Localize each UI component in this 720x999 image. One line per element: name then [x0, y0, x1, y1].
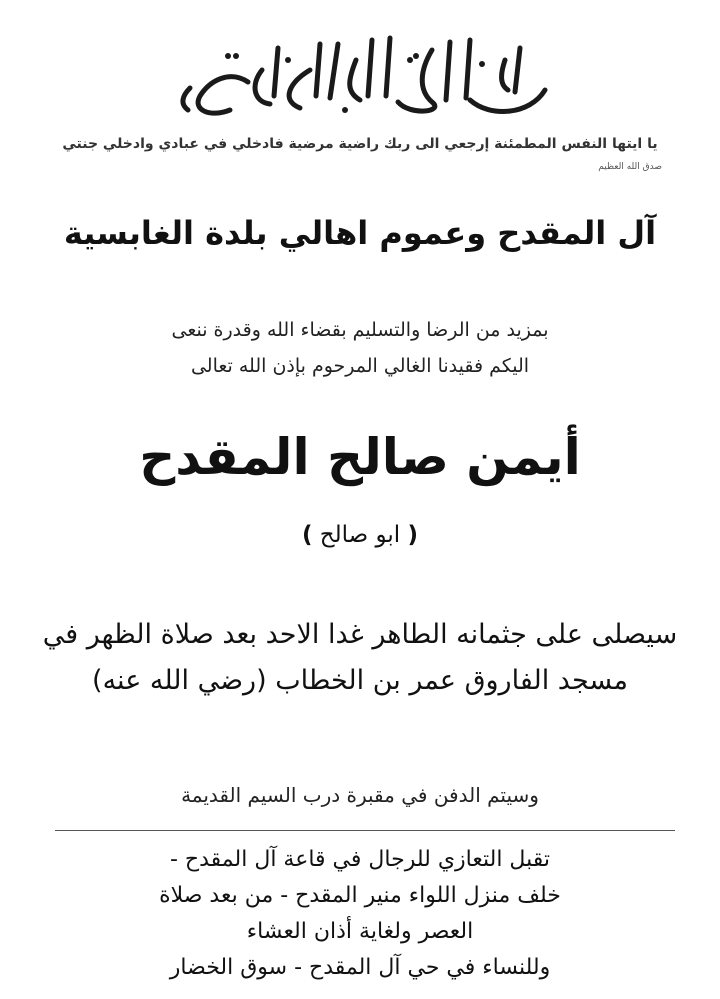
deceased-name: أيمن صالح المقدح	[139, 428, 581, 486]
calligraphy-header	[170, 30, 560, 125]
condolence-line: تقبل التعازي للرجال في قاعة آل المقدح -	[170, 847, 550, 872]
intro-line: اليكم فقيدنا الغالي المرحوم بإذن الله تعالى	[190, 355, 530, 377]
funeral-line: مسجد الفاروق عمر بن الخطاب (رضي الله عنه)	[92, 665, 628, 696]
kunya-open-paren: (	[407, 522, 419, 548]
condolence-line: خلف منزل اللواء منير المقدح - من بعد صلاة	[159, 883, 561, 908]
kunya: ابو صالح	[319, 522, 401, 548]
kunya-line	[20, 522, 700, 548]
verse-attribution: صدق الله العظيم	[598, 162, 662, 172]
burial-line: وسيتم الدفن في مقبرة درب السيم القديمة	[181, 783, 539, 807]
family-line: آل المقدح وعموم اهالي بلدة الغابسية	[63, 214, 657, 252]
funeral-prayer-text	[30, 612, 690, 704]
funeral-line: سيصلى على جثمانه الطاهر غدا الاحد بعد صلاة الظهر في	[42, 619, 678, 650]
intro-line: بمزيد من الرضا والتسليم بقضاء الله وقدرة ننعى	[171, 319, 549, 341]
quran-verse: يا ايتها النفس المطمئنة إرجعي الى ربك راضية مرضية فادخلي في عبادي وادخلي جنتي	[62, 136, 658, 152]
condolence-line: العصر ولغاية أذان العشاء	[246, 919, 474, 944]
intro-text	[60, 312, 660, 384]
kunya-close-paren: )	[301, 522, 313, 548]
condolences-text	[50, 842, 670, 986]
divider	[55, 830, 675, 831]
condolence-line: وللنساء في حي آل المقدح - سوق الخضار	[169, 955, 551, 980]
calligraphy-svg	[170, 30, 560, 125]
